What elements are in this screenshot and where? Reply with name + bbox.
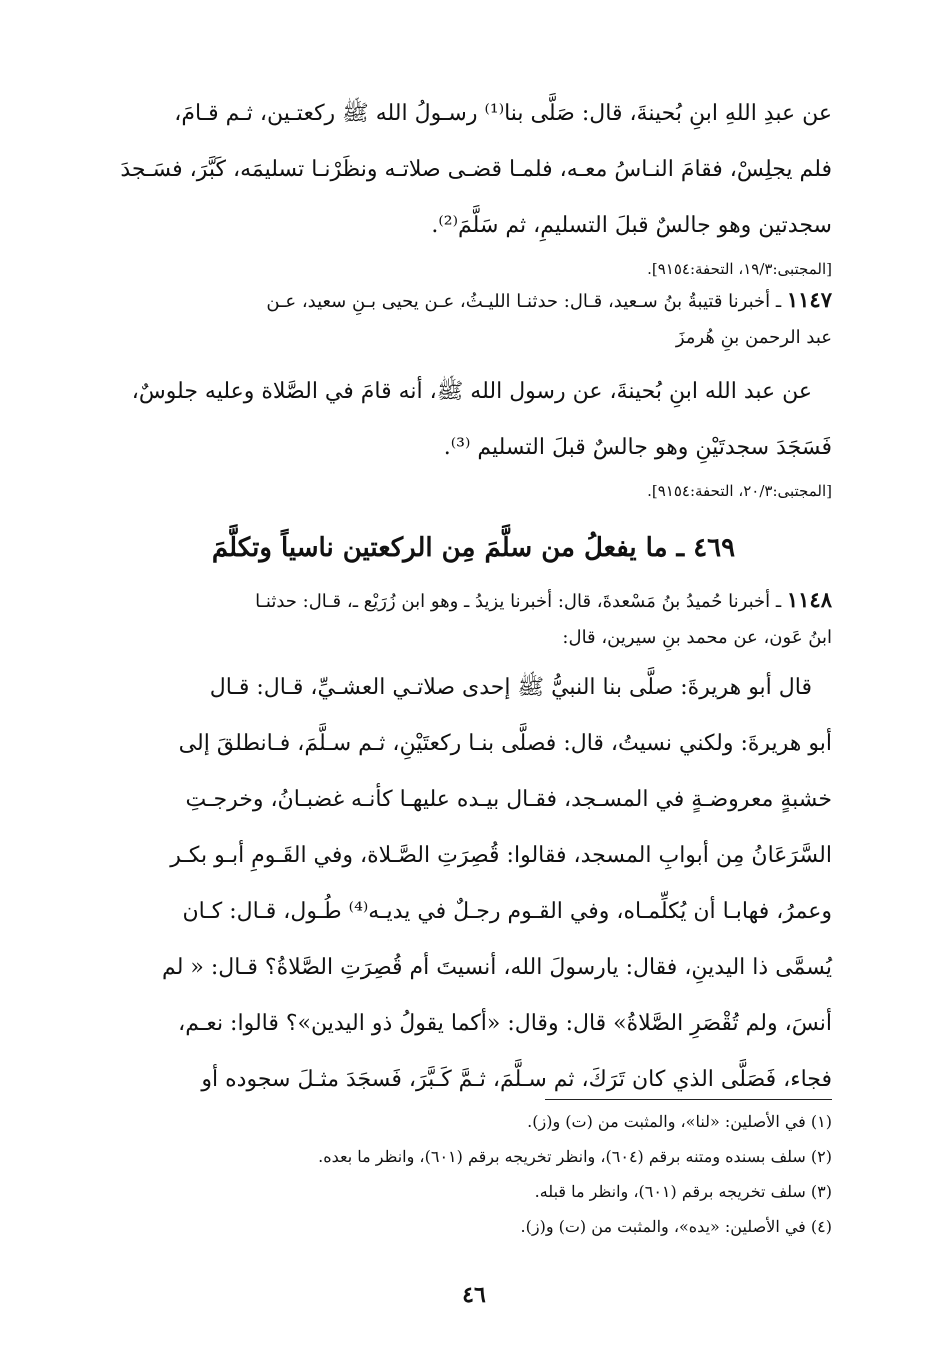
footnote: (٣) سلف تخريجه برقم (٦٠١)، وانظر ما قبله. <box>534 1182 832 1201</box>
text-line: فلم يجلِسْ، فقامَ النـاسُ معـه، فلمـا قضـى صلاتـه ونظَرْنـا تسليمَه، كَبَّرَ، فسَـجدَ <box>120 157 832 182</box>
footnote-separator <box>545 1099 832 1100</box>
text-line: أنسَ، ولم تُقْصَرِ الصَّلاةُ» قال: وقال: «أكما يقولُ ذو اليدين»؟ قالوا: نعـم، <box>178 1011 832 1036</box>
hadith-1148 <box>115 582 832 1108</box>
text-line: أبو هريرةَ: ولكني نسيتُ، قال: فصلَّى بنـا ركعتَيْنِ، ثـم سـلَّمَ، فـانطلقَ إلى <box>178 731 832 756</box>
reference-note: [المجتبى:٢٠/٣، التحفة:٩١٥٤]. <box>647 482 832 500</box>
text-line: عن عبدِ اللهِ ابنِ بُحينةَ، قال: صَلَّى بنا⁽¹⁾ رسـولُ الله ﷺ ركعتـين، ثـم قـامَ، <box>174 101 832 126</box>
isnad-text: ـ أخبرنا قتيبةُ بنُ سـعيد، قـال: حدثنـا الليـثُ، عـن يحيى بـنِ سعيد، عـن <box>266 291 782 312</box>
text-line: السَّرَعَانُ مِن أبوابِ المسجد، فقالوا: قُصِرَتِ الصَّـلاة، وفي القَـومِ أبـو بكـر <box>170 843 832 868</box>
isnad-line: ابنُ عَون، عن محمد بنِ سيرين، قال: <box>562 627 832 648</box>
chapter-heading: ٤٦٩ ـ ما يفعلُ من سلَّمَ مِن الركعتين ناسياً وتكلَّمَ <box>211 533 736 563</box>
isnad-line: عبد الرحمن بنِ هُرمزَ <box>675 327 832 348</box>
text-line: عن عبد الله ابنِ بُحينةَ، عن رسول الله ﷺ، أنه قامَ في الصَّلاة وعليه جلوسٌ، <box>131 379 812 404</box>
hadith-1147 <box>115 282 832 506</box>
hadith-number: ١١٤٧ <box>786 287 832 312</box>
hadith-number: ١١٤٨ <box>786 587 832 612</box>
text-line: قال أبو هريرةَ: صلَّى بنا النبيُّ ﷺ إحدى صلاتـي العشـيِّ، قـال: قـال <box>209 675 812 700</box>
isnad-line <box>115 582 832 620</box>
isnad-line <box>115 282 832 320</box>
text-line: وعمرُ، فهابـا أن يُكلِّمـاه، وفي القـوم رجـلٌ في يديـه⁽⁴⁾ طُـول، قـال: كـان <box>182 899 832 924</box>
hadith-continuation <box>115 86 832 284</box>
text-line: فجاء، فَصَلَّى الذي كان تَرَكَ، ثم سـلَّمَ، ثـمَّ كَـبَّرَ، فَسجَدَ مثـلَ سجوده أو <box>201 1067 832 1092</box>
isnad-text: ـ أخبرنا حُميدُ بنُ مَسْعدةَ، قال: أخبرنا يزيدُ ـ وهو ابن زُرَيْع ـ، قـال: حدثنـا <box>255 591 782 612</box>
footnotes <box>115 1104 832 1244</box>
reference-note: [المجتبى:١٩/٣، التحفة:٩١٥٤]. <box>647 260 832 278</box>
page-number: ٤٦ <box>462 1282 486 1308</box>
text-line: فَسَجَدَ سجدتَيْنِ وهو جالسٌ قبلَ التسليم ⁽³⁾. <box>443 435 832 460</box>
chapter-heading-block <box>115 520 832 576</box>
footnote: (١) في الأصلين: «لنا»، والمثبت من (ت) و(ز). <box>527 1112 832 1131</box>
text-line: خشبةٍ معروضـةٍ في المسـجد، فقـال بيـده عليهـا كأنـه غضبـانُ، وخرجـتِ <box>185 787 832 812</box>
footnote: (٤) في الأصلين: «يده»، والمثبت من (ت) و(ز). <box>520 1217 832 1236</box>
text-line: سجدتين وهو جالسٌ قبلَ التسليمِ، ثم سَلَّمَ⁽²⁾. <box>431 213 832 238</box>
footnote: (٢) سلف بسنده ومتنه برقم (٦٠٤)، وانظر تخريجه برقم (٦٠١)، وانظر ما بعده. <box>318 1147 832 1166</box>
text-line: يُسمَّى ذا اليدينِ، فقال: يارسولَ الله، أنسيتَ أم قُصِرَتِ الصَّلاةُ؟ قـال: « لم <box>162 955 832 980</box>
